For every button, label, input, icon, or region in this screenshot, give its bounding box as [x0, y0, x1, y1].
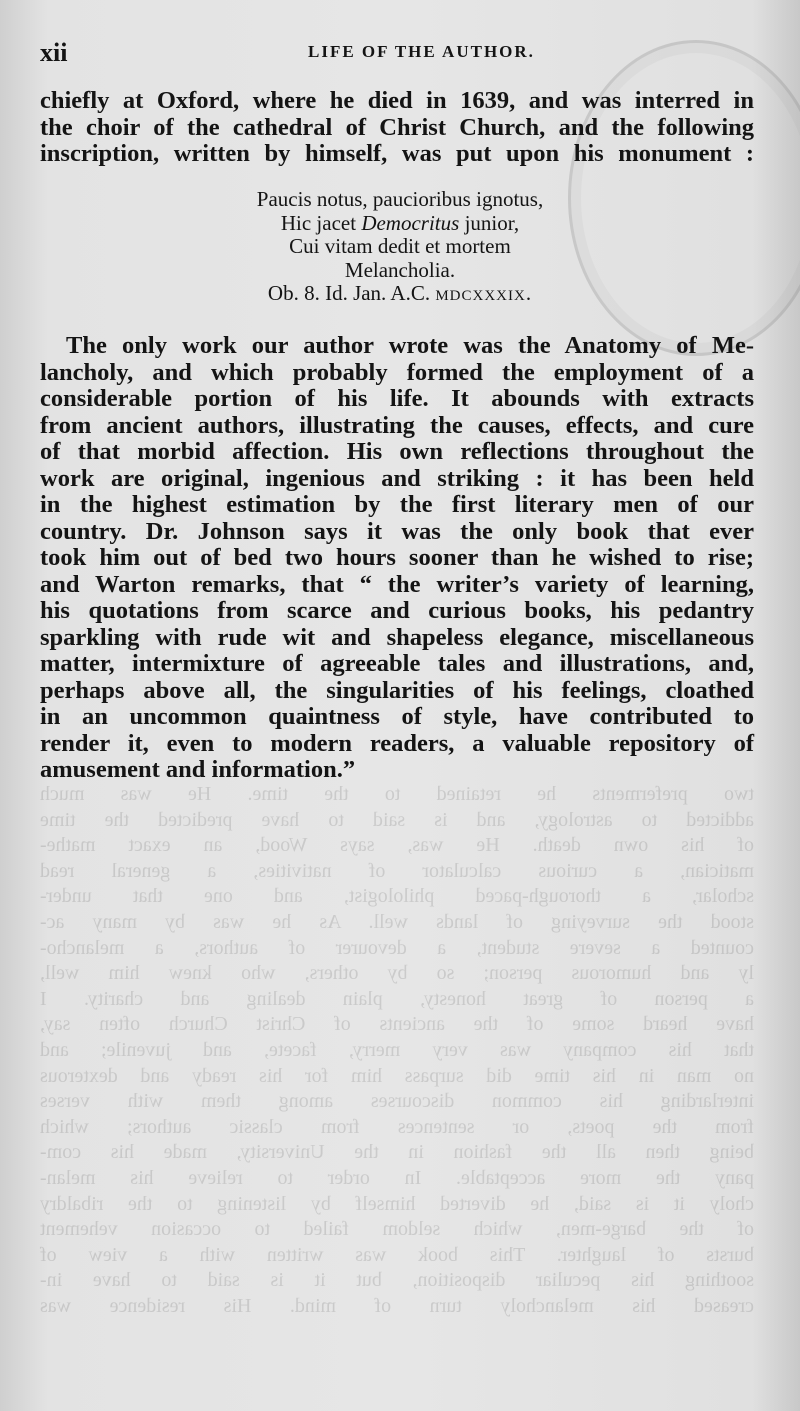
- paragraph-line: lancholy, and which probably formed the employment of a: [40, 358, 754, 386]
- paragraph-line: from ancient authors, illustrating the causes, effects, and cure: [40, 411, 754, 439]
- epitaph-inscription: [180, 188, 620, 306]
- paragraph-line: took him out of bed two hours sooner than he wished to rise;: [40, 544, 754, 571]
- epitaph-year-roman: mdcxxxix.: [435, 281, 533, 305]
- paragraph-line: work are original, ingenious and striking : it has been held: [40, 464, 754, 492]
- running-head: LIFE OF THE AUTHOR.: [308, 42, 535, 61]
- paragraph-line: inscription, written by himself, was put upon his monument :: [40, 140, 754, 167]
- epitaph-italic-name: Democritus: [361, 210, 460, 235]
- bleed-through-text: two preferments he retained to the time. He was much addicted to astrology, and is said to have predicted the time of his own death. He was, says Wood, an exact mathe- matician, a curious calculator of nativities, a general read scholar, a thorough-paced philologist, and one that under- stood the surveying of lands well. As he was by many ac- counted a severe student, a devourer of authors, a melancho- ly and humorous person; so by others, who knew him well, a person of great honesty, plain dealing and charity. I have heard some of the ancients of Christ Church often say, that his company was very merry, facete, and juvenile; and no man in his time did surpass him for his ready and dexterous interlarding his common discourses among them with verses from the poets, or sentences from classic authors; which being then all the fashion in the University, made his com- pany the more acceptable. In order to relieve his melan- choly it is said, he diverted himself by listening to the ribaldry of the barge-men, which seldom failed to occasion vehement bursts of laughter. This book was written with a view of soothing his peculiar disposition, but it is said to have in- creased his melancholy turn of mind. His residence was: [40, 783, 754, 1317]
- paragraph-line: and Warton remarks, that “ the writer’s variety of learning,: [40, 570, 754, 598]
- epitaph-text: Hic jacet: [280, 210, 362, 235]
- epitaph-line: [180, 212, 620, 236]
- paragraph-line: matter, intermixture of agreeable tales and illustrations, and,: [40, 650, 754, 677]
- paragraph-line: chiefly at Oxford, where he died in 1639, and was interred in: [40, 87, 754, 114]
- page-header: [40, 38, 760, 68]
- page-number: xii: [40, 38, 68, 67]
- paragraph-line: sparkling with rude wit and shapeless elegance, miscellaneous: [40, 623, 754, 651]
- epitaph-line: Paucis notus, paucioribus ignotus,: [256, 187, 544, 211]
- paragraph-line: in an uncommon quaintness of style, have contributed to: [40, 703, 754, 730]
- epitaph-text: junior,: [459, 210, 520, 235]
- epitaph-line: Melancholia.: [344, 257, 456, 282]
- epitaph-line: [180, 282, 620, 306]
- paragraph-line: amusement and information.”: [40, 756, 356, 783]
- paragraph-2: [40, 333, 754, 784]
- paragraph-line: in the highest estimation by the first literary men of our: [40, 491, 754, 518]
- paragraph-line: his quotations from scarce and curious books, his pedantry: [40, 597, 754, 624]
- paragraph-line: country. Dr. Johnson says it was the only book that ever: [40, 517, 754, 545]
- paragraph-line: of that morbid affection. His own reflections throughout the: [40, 438, 754, 465]
- epitaph-line: Cui vitam dedit et mortem: [289, 234, 511, 258]
- paragraph-line: the choir of the cathedral of Christ Church, and the following: [40, 113, 754, 141]
- paragraph-line: considerable portion of his life. It abounds with extracts: [40, 385, 754, 412]
- paragraph-line: perhaps above all, the singularities of his feelings, cloathed: [40, 676, 754, 704]
- epitaph-text: Ob. 8. Id. Jan. A.C.: [267, 281, 436, 305]
- paragraph-line: The only work our author wrote was the Anatomy of Me-: [66, 332, 754, 359]
- paragraph-1: [40, 88, 754, 168]
- paragraph-line: render it, even to modern readers, a valuable repository of: [40, 729, 754, 757]
